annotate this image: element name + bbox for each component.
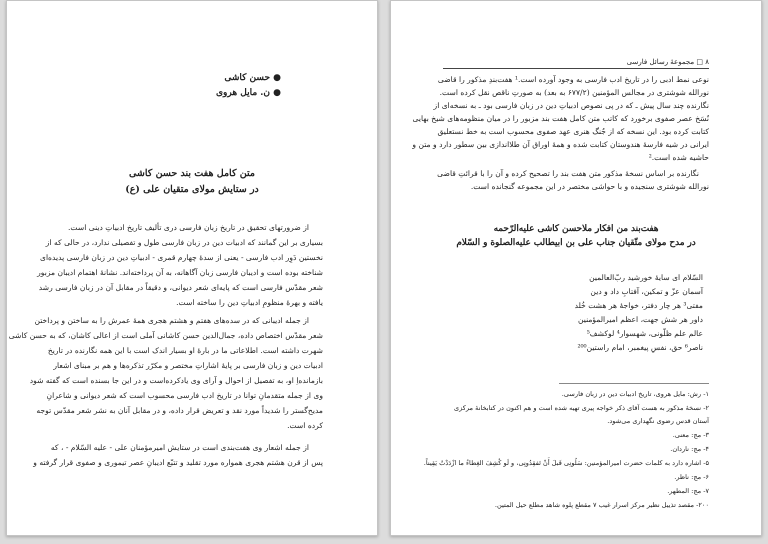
author-1: ● حسن کاشی	[224, 73, 281, 83]
verse-line: مفتی³ هر چار دفتر، خواجۀ هر هشت خُلد	[574, 301, 703, 310]
body-line: نگارنده بر اساس نسخۀ مذکور متن هفت بند را تصحیح کرده و آن را با قرائتِ قاضی	[437, 169, 699, 178]
footnote: ۲۰۰- مقصد تذییل نظیر مرکز اسرار غیب ۷ مقطع پلوه شاهد مطلع حیل المتین.	[494, 501, 709, 509]
running-header: ۸ □ مجموعۀ رسائل فارسی	[626, 58, 709, 66]
paragraph-1-line: از ضرورتهای تحقیق در تاریخ زبان فارسی دری تألیف تاریخ ادبیاتِ دینی است.	[67, 223, 309, 232]
paragraph-1-line: نخستین دَوِر ادب فارسی - یعنی از سدۀ چهارم قمری - ادبیاتِ دین در زبان فارسی پدیده‌ای	[40, 253, 323, 262]
body-line: نُسَخ عصر صفوی برخورد که کاتب متن کامل هفت بند مزبور را در میان منظومه‌های شیخ بهایی	[412, 114, 709, 123]
body-line: نورالله شوشتری سنجیده و با حواشی مختصر در این مجموعه گنجانده است.	[470, 182, 709, 191]
author-2: ● ن. مایل هروی	[216, 88, 281, 98]
right-page	[390, 0, 762, 536]
verse-line: السّلام ای سایۀ خورشید ربّ‌العالمین	[589, 273, 703, 282]
body-line: نورالله شوشتری در مجالس المؤمنین (۶۷۷/۲ به بعد) به صورتِ ناقص نقل کرده است.	[439, 88, 709, 97]
paragraph-1-line: شعر مقدّس فارسی است که پایه‌ای شعر دیوانی، و دقیقاً در مقابل آن در زبان فارسی رشد	[38, 283, 323, 292]
paragraph-2-line: از جمله ادیبانی که در سده‌های هفتم و هشتم هجری همۀ عمرش را به ساختن و پرداختن	[34, 316, 309, 325]
paragraph-1-line: بسیاری بر این گمانند که ادبیات دین در زبان فارسی طول و تفصیلی ندارد، در حالی که از	[45, 238, 323, 247]
paragraph-3-line: پس از قرن هشتم هجری همواره مورد تقلید و تتبّع ادیبانِ عصر تیموری و صفوی قرار گرفته و	[33, 458, 323, 467]
paragraph-2-line: مدیح‌گستر را شدیداً مورد نقد و تعریض قرار داده، و در مقابل آنان به نشر شعر مقدّس توجه	[36, 406, 323, 415]
body-line: حاشیه شده است.²	[648, 153, 709, 162]
header-rule	[443, 68, 709, 69]
paragraph-2-line: شعر مقدّس اختصاص داده، جمال‌الدین حسن کاشانی آملی است از اعالی کاشان، که به حسن کاشی	[8, 331, 323, 340]
body-line: نگارنده چند سال پیش ـ که در پی نصوص ادبیاتِ دین در زبان فارسی بود ـ به نسخه‌ای از	[433, 101, 709, 110]
verse-line: ناصر⁶ حق، نفسِ پیغمبر، امام راستین²⁰⁰	[577, 343, 703, 352]
poem-title-line-1: هفت‌بند من افکار ملاحسن کاشی علیه‌الرّحمه	[493, 224, 659, 234]
footnote: ۵- اشاره دارد به کلمات حضرت امیرالمؤمنین: سَلُونِی قَبلَ أَنْ تَفقِدُونِی، و لَو کُشِفَ الغِطاءُ ما ازْدَدْتُ یَقِیناً.	[423, 459, 709, 467]
body-line: ایرانی در شیه فارسۀ هندوستان کتابت شده و همۀ اوراق آن طلااندازی بین سطور دارد و متن و	[412, 140, 709, 149]
verse-line: آسمان عزّ و تمکین، آفتابِ داد و دین	[590, 287, 703, 296]
verse-line: داور هر شش جهت، اعظم امیرالمؤمنین	[578, 315, 703, 324]
article-title-line-1: متن کامل هفت بند حسن کاشی	[129, 168, 255, 179]
paragraph-2-line: کرده است.	[287, 421, 323, 430]
body-line: نوعی نمط ادبی را در تاریخ ادب فارسی به وجود آورده است.¹ هفت‌بندِ مذکور را قاضی	[437, 75, 709, 84]
paragraph-2-line: بازمانده‌اِ او، به تفصیل از احوال و آرای وی یادکرده‌است و در این جا بسنده است که گفته شود	[29, 376, 323, 385]
article-title-line-2: در ستایش مولای متقیان علی (ع)	[125, 184, 259, 195]
paragraph-2-line: ادبیات دین و زبان فارسی بر پایۀ اشاراتِ مختصر و مکرّر تذکره‌ها و هم بر مبنای اشعار	[53, 361, 323, 370]
footnote: ۳- مج: معنی.	[672, 431, 709, 439]
paragraph-2-line: شهرت داشته است. اطلاعاتی ما در بارۀ او بسیار اندک است با این همه نگارنده در تاریخ	[47, 346, 323, 355]
body-line: کتابت کرده بود. این نسخه که از جُنگ هنری عهد صفوی محسوب است به خط نستعلیق	[437, 127, 709, 136]
footnote: ۶- مج: ناظر.	[674, 473, 709, 481]
footnote-rule	[559, 383, 709, 384]
paragraph-1-line: یافته و بهرۀ منظومِ ادبیاتِ دین را ساخته است.	[176, 298, 323, 307]
left-page	[6, 0, 378, 536]
paragraph-3-line: از جمله اشعار وی هفت‌بندی است در ستایش امیرمؤمنان علی - علیه السّلام - ، که	[50, 443, 309, 452]
footnote: ۱- رش: مایل هروی، تاریخ ادبیات دین در زبان فارسی.	[561, 390, 709, 398]
footnote: ۲- نسخۀ مذکور به هست آقای ذکر خواجه پیری تهیه شده است و هم اکنون در کتابخانۀ مرکزی	[453, 404, 709, 412]
poem-title-line-2: در مدح مولای متّقیان جناب علی بن ابیطالب علیه‌الصلوة و السّلام	[456, 238, 696, 248]
footnote: آستان قدس رضوی نگهداری می‌شود.	[607, 417, 709, 425]
paragraph-2-line: وی از جمله متقدمانِ توانا در تاریخ ادب فارسی محسوب است که شعر دیوانی و شاعرانِ	[46, 391, 323, 400]
verse-line: عالم علم ظلّونی، شهسوار⁴ لوکشف⁵	[586, 329, 703, 338]
footnote: ۴- مج: ناردان.	[670, 445, 709, 453]
footnote: ۷- مج: المطهر.	[667, 487, 709, 495]
paragraph-1-line: شناخته بوده است و ادیبان فارسی زبان آگاهانه، به آن پرداخته‌اند. نشانۀ اهتمام ادیبان مزبور	[37, 268, 323, 277]
